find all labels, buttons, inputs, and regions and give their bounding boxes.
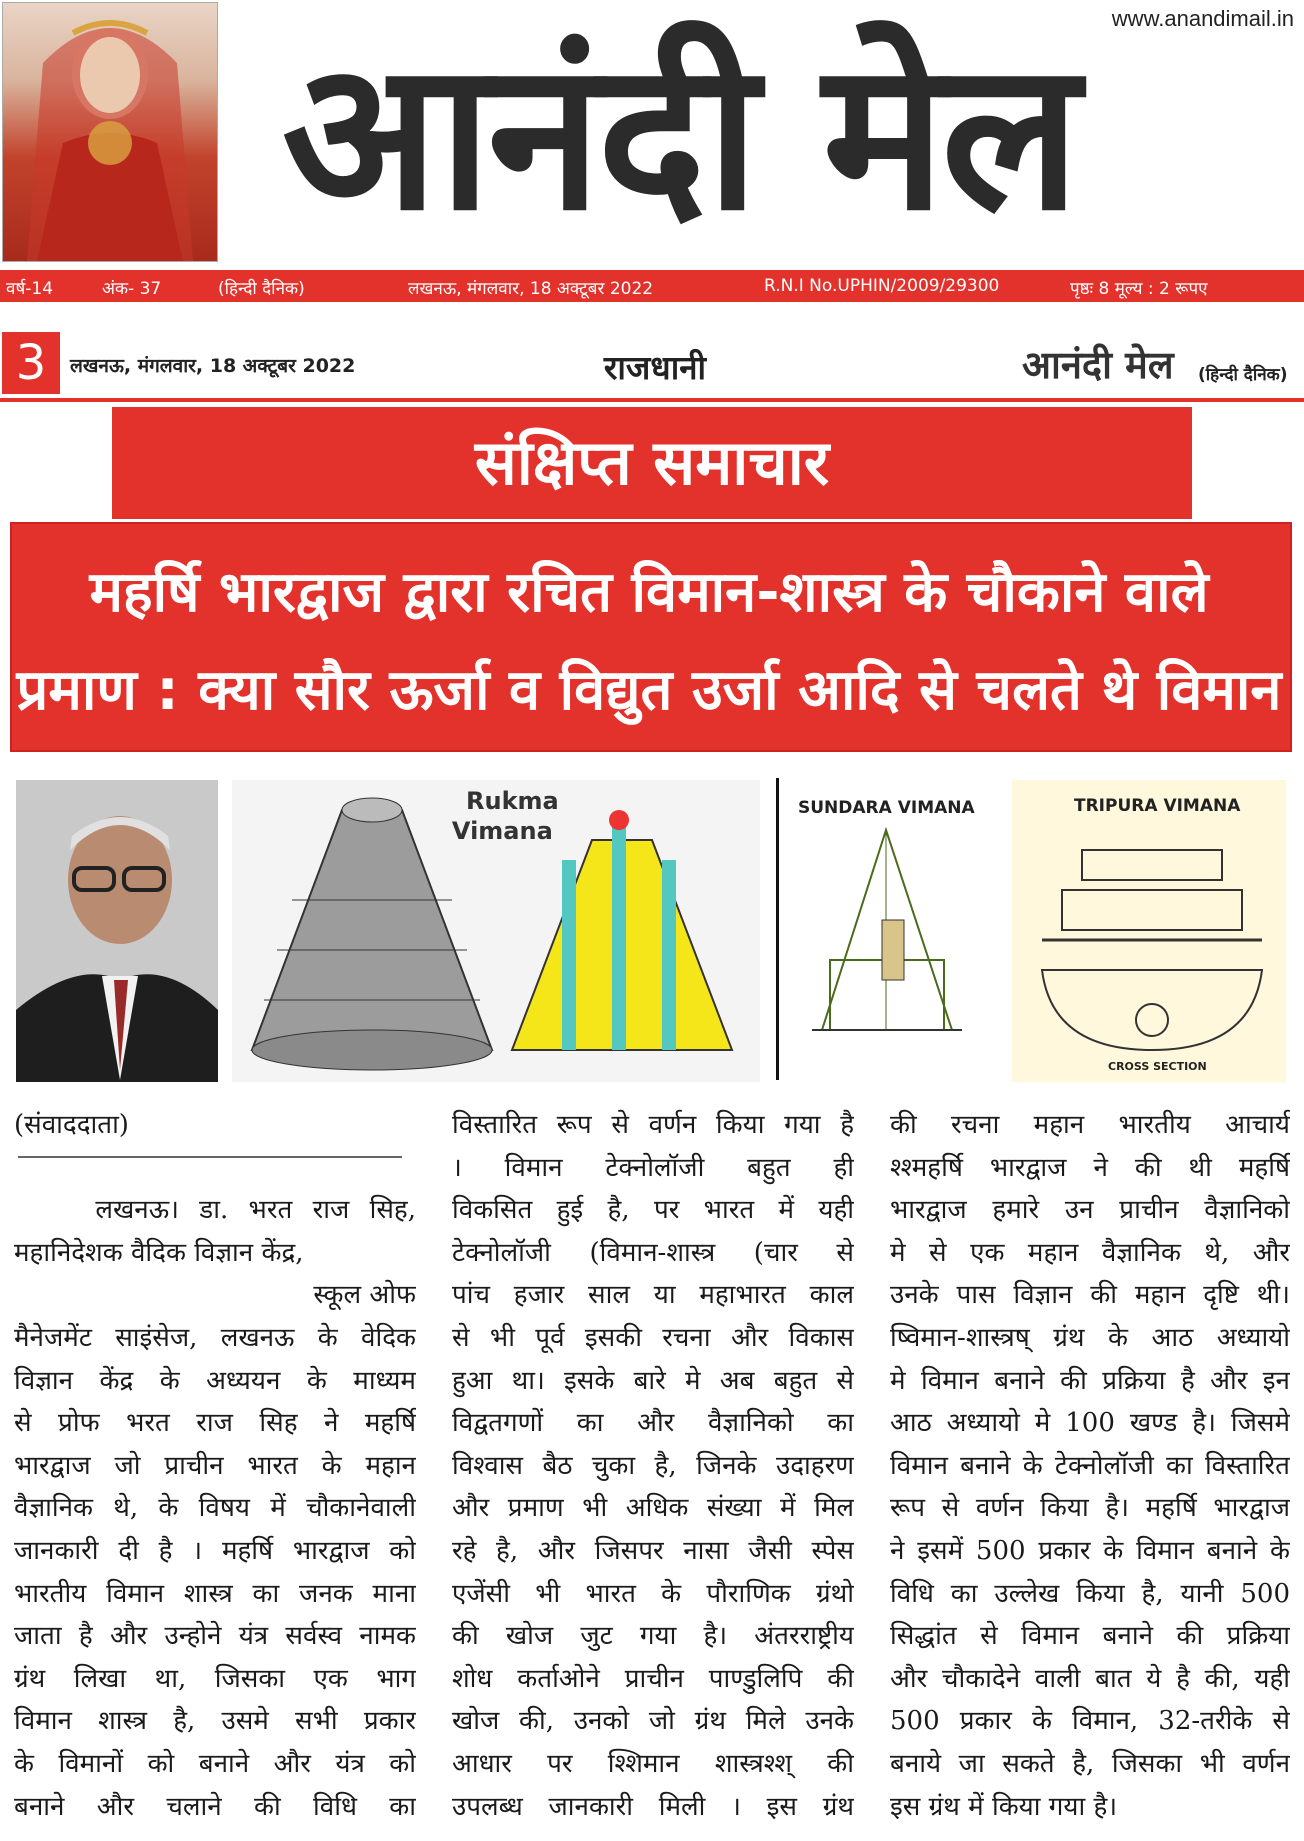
- headline-line-2: प्रमाण : क्या सौर ऊर्जा व विद्युत उर्जा आदि से चलते थे विमान: [16, 658, 1282, 723]
- info-bar: [0, 270, 1304, 302]
- article-line: 500 प्रकार के विमान, 32-तरीके से: [890, 1706, 1290, 1737]
- article-line: मे विमान बनाने की प्रक्रिया है और इन: [890, 1365, 1290, 1396]
- article-line: विमान शास्त्र है, उसमे सभी प्रकार: [14, 1706, 416, 1737]
- article-line: भारतीय विमान शास्त्र का जनक माना: [14, 1578, 416, 1609]
- article-line: शोध कर्ताओने प्राचीन पाण्डुलिपि की: [452, 1663, 854, 1694]
- tripura-vimana-diagram: [1012, 780, 1286, 1082]
- article-line: और प्रमाण भी अधिक संख्या में मिल: [452, 1493, 854, 1524]
- article-line: विस्तारित रूप से वर्णन किया गया है: [452, 1110, 854, 1140]
- article-line: भारद्वाज हमारे उन प्राचीन वैज्ञानिको: [890, 1195, 1290, 1226]
- tripura-caption: CROSS SECTION: [1108, 1060, 1207, 1073]
- article-line: वैज्ञानिक थे, के विषय में चौकानेवाली: [14, 1493, 416, 1524]
- article-line: से भी पूर्व इसकी रचना और विकास: [452, 1322, 854, 1353]
- article-line: विद्वतगणों का और वैज्ञानिको का: [452, 1408, 854, 1439]
- article-line: । विमान टेक्नोलॉजी बहुत ही: [452, 1152, 854, 1183]
- article-line: से प्रोफ भरत राज सिह ने महर्षि: [14, 1408, 416, 1439]
- article-line: टेक्नोलॉजी (विमान-शास्त्र (चार से: [452, 1237, 854, 1268]
- article-line: [14, 1147, 416, 1190]
- article-line: विश्वास बैठ चुका है, जिनके उदाहरण: [452, 1450, 854, 1481]
- article-line: हुआ था। इसके बारे मे अब बहुत से: [452, 1365, 854, 1396]
- article-line: लखनऊ। डा. भरत राज सिह,: [14, 1195, 416, 1226]
- article-line: पांच हजार साल या महाभारत काल: [452, 1280, 854, 1311]
- article-line: बनाने और चलाने की विधि का: [14, 1791, 416, 1822]
- portrait-illustration: [16, 780, 218, 1082]
- headline-line-1: महर्षि भारद्वाज द्वारा रचित विमान-शास्त्र के चौकाने वाले: [89, 560, 1209, 625]
- info-issue: अंक- 37: [102, 279, 162, 299]
- article-line: जाता है और उन्होने यंत्र सर्वस्व नामक: [14, 1621, 416, 1652]
- article-line: ष्विमान-शास्त्रष् ग्रंथ के आठ अध्यायो: [890, 1322, 1290, 1353]
- article-line: उपलब्ध जानकारी मिली । इस ग्रंथ: [452, 1791, 854, 1822]
- paper-subtitle: (हिन्दी दैनिक): [1198, 365, 1288, 385]
- article-line: श्श्महर्षि भारद्वाज ने की थी महर्षि: [890, 1152, 1290, 1183]
- figure-divider: [776, 778, 779, 1080]
- article-line: इस ग्रंथ में किया गया है।: [890, 1791, 1118, 1822]
- bride-photo: [2, 2, 218, 262]
- article-line: मे से एक महान वैज्ञानिक थे, और: [890, 1237, 1290, 1268]
- tripura-vimana-figure: [1012, 780, 1286, 1082]
- article-line: के विमानों को बनाने और यंत्र को: [14, 1748, 416, 1779]
- article-line: सिद्धांत से विमान बनाने की प्रक्रिया: [890, 1621, 1290, 1652]
- rukma-label: [451, 786, 559, 846]
- page-date: लखनऊ, मंगलवार, 18 अक्टूबर 2022: [70, 355, 356, 377]
- info-rni: R.N.I No.UPHIN/2009/29300: [764, 276, 1000, 296]
- article-line: उनके पास विज्ञान की महान दृष्टि थी।: [890, 1280, 1290, 1311]
- rukma-label-line-1: Rukma: [466, 787, 559, 815]
- article-line: मैनेजमेंट साइंसेज, लखनऊ के वेदिक: [14, 1322, 416, 1353]
- tripura-label: TRIPURA VIMANA: [1074, 796, 1241, 816]
- article-column-2: [452, 1104, 854, 1828]
- sundara-label: SUNDARA VIMANA: [798, 798, 975, 818]
- byline-rule: [18, 1156, 402, 1158]
- author-photo: [16, 780, 218, 1082]
- masthead-title: आनंदी मेल: [282, 18, 1077, 256]
- sundara-vimana-diagram: [782, 780, 1012, 1082]
- article-line: महानिदेशक वैदिक विज्ञान केंद्र,: [14, 1237, 304, 1268]
- section-name: राजधानी: [603, 348, 707, 387]
- site-url[interactable]: www.anandimail.in: [1111, 6, 1294, 31]
- info-year: वर्ष-14: [6, 279, 54, 299]
- article-line: ग्रंथ लिखा था, जिसका एक भाग: [14, 1663, 416, 1694]
- info-place-date: लखनऊ, मंगलवार, 18 अक्टूबर 2022: [408, 279, 654, 299]
- article-line: स्कूल ओफ: [313, 1280, 416, 1311]
- article-line: आधार पर श्शिमान शास्त्रश्श् की: [452, 1748, 854, 1779]
- article-column-1: [14, 1104, 416, 1828]
- article-line: की रचना महान भारतीय आचार्य: [890, 1110, 1290, 1140]
- info-type: (हिन्दी दैनिक): [218, 279, 305, 299]
- article-line: खोज की, उनको जो ग्रंथ मिले उनके: [452, 1706, 854, 1737]
- article-line: भारद्वाज जो प्राचीन भारत के महान: [14, 1450, 416, 1481]
- sundara-vimana-figure: [782, 780, 1012, 1082]
- article-line: और चौकादेने वाली बात ये है की, यही: [890, 1663, 1290, 1694]
- article-line: आठ अध्यायो मे 100 खण्ड है। जिसमे: [890, 1408, 1290, 1439]
- paper-name: आनंदी मेल: [1022, 342, 1174, 387]
- header-rule: [0, 398, 1304, 402]
- article-line: बनाये जा सकते है, जिसका भी वर्णन: [890, 1748, 1290, 1779]
- article-line: विमान बनाने के टेक्नोलॉजी का विस्तारित: [890, 1450, 1290, 1481]
- article-line: रूप से वर्णन किया है। महर्षि भारद्वाज: [890, 1493, 1290, 1524]
- article-line: रहे है, और जिसपर नासा जैसी स्पेस: [452, 1535, 854, 1566]
- article-line: विज्ञान केंद्र के अध्ययन के माध्यम: [14, 1365, 416, 1396]
- info-pages-price: पृष्ठः 8 मूल्य : 2 रूपए: [1070, 279, 1208, 299]
- article-line: एजेंसी भी भारत के पौराणिक ग्रंथो: [452, 1578, 854, 1609]
- article-line: जानकारी दी है । महर्षि भारद्वाज को: [14, 1535, 416, 1566]
- article-column-3: [890, 1104, 1290, 1828]
- bride-illustration: [3, 3, 217, 261]
- brief-news-title: संक्षिप्त समाचार: [474, 426, 830, 499]
- page-number: 3: [2, 332, 60, 394]
- article-line: की खोज जुट गया है। अंतरराष्ट्रीय: [452, 1621, 854, 1652]
- article-line: ने इसमें 500 प्रकार के विमान बनाने के: [890, 1535, 1290, 1566]
- article-line: (संवाददाता): [14, 1110, 129, 1140]
- article-line: विधि का उल्लेख किया है, यानी 500: [890, 1578, 1290, 1609]
- rukma-label-line-2: Vimana: [451, 817, 553, 845]
- article-line: विकसित हुई है, पर भारत में यही: [452, 1195, 854, 1226]
